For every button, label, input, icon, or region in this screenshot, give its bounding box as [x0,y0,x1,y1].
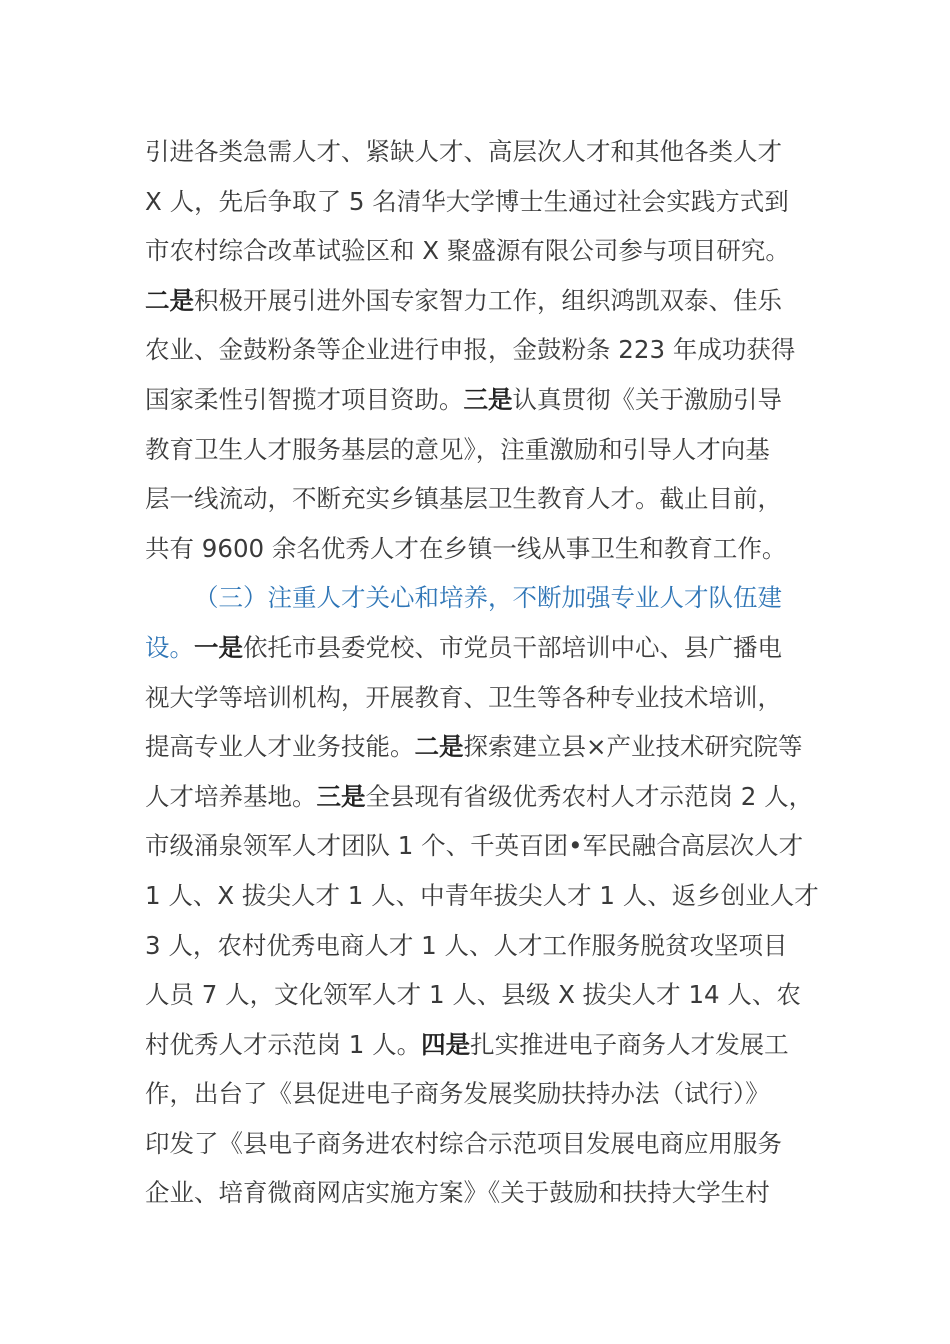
text-line [145,1168,830,1218]
body-text: 印发了《县电子商务进农村综合示范项目发展电商应用服务 [145,1128,782,1158]
text-line [145,177,830,227]
text-line [145,821,830,871]
text-line [145,1069,830,1119]
body-text: 共有 9600 余名优秀人才在乡镇一线从事卫生和教育工作。 [145,533,787,563]
body-text: 全县现有省级优秀农村人才示范岗 2 人， [365,781,814,811]
bold-ordinal-label: 一是 [194,632,243,662]
section-heading-text: （三）注重人才关心和培养，不断加强专业人才队伍建 [194,583,782,613]
bold-ordinal-label: 三是 [316,781,366,811]
body-text: 市级涌泉领军人才团队 1 个、千英百团•军民融合高层次人才 [145,831,804,861]
bold-ordinal-label: 三是 [463,384,513,414]
body-text: X 人，先后争取了 5 名清华大学博士生通过社会实践方式到 [145,186,789,216]
text-line [145,1119,830,1169]
text-line [145,524,830,574]
body-text: 视大学等培训机构，开展教育、卫生等各种专业技术培训， [145,682,782,712]
text-line [145,921,830,971]
text-line [145,722,830,772]
body-text: 农业、金鼓粉条等企业进行申报，金鼓粉条 223 年成功获得 [145,335,796,365]
text-line [145,325,830,375]
body-text: 国家柔性引智揽才项目资助。 [145,384,464,414]
body-text: 依托市县委党校、市党员干部培训中心、县广播电 [243,632,782,662]
text-line [145,772,830,822]
text-line [145,623,830,673]
bold-ordinal-label: 四是 [421,1029,471,1059]
text-line [145,871,830,921]
text-line [145,474,830,524]
bold-ordinal-label: 二是 [145,285,194,315]
bold-ordinal-label: 二是 [414,732,464,762]
body-text: 市农村综合改革试验区和 X 聚盛源有限公司参与项目研究。 [145,236,790,266]
text-line [145,375,830,425]
body-text: 引进各类急需人才、紧缺人才、高层次人才和其他各类人才 [145,137,782,166]
body-text: 作，出台了《县促进电子商务发展奖励扶持办法（试行）》 [145,1079,770,1109]
body-text: 认真贯彻《关于激励引导 [512,384,782,414]
text-line [145,673,830,723]
body-text: 3 人，农村优秀电商人才 1 人、人才工作服务脱贫攻坚项目 [145,930,788,960]
body-text: 1 人、X 拔尖人才 1 人、中青年拔尖人才 1 人、返乡创业人才 [145,880,819,910]
body-text: 教育卫生人才服务基层的意见》，注重激励和引导人才向基 [145,434,770,464]
document-body [145,127,830,1218]
section-heading-text: 设。 [145,632,194,662]
text-line [145,573,830,623]
text-line [145,1020,830,1070]
body-text: 扎实推进电子商务人才发展工 [470,1029,789,1059]
text-line [145,127,830,177]
body-text: 探索建立县×产业技术研究院等 [463,732,803,762]
body-text: 人才培养基地。 [145,781,317,811]
body-text: 人员 7 人，文化领军人才 1 人、县级 X 拔尖人才 14 人、农 [145,980,801,1010]
text-line [145,970,830,1020]
text-line [145,276,830,326]
body-text: 企业、培育微商网店实施方案》《关于鼓励和扶持大学生村 [145,1178,770,1208]
body-text: 积极开展引进外国专家智力工作，组织鸿凯双泰、佳乐 [194,285,782,315]
text-line [145,226,830,276]
body-text: 村优秀人才示范岗 1 人。 [145,1029,422,1059]
body-text: 层一线流动，不断充实乡镇基层卫生教育人才。截止目前， [145,484,782,514]
body-text: 提高专业人才业务技能。 [145,732,415,762]
text-line [145,425,830,475]
